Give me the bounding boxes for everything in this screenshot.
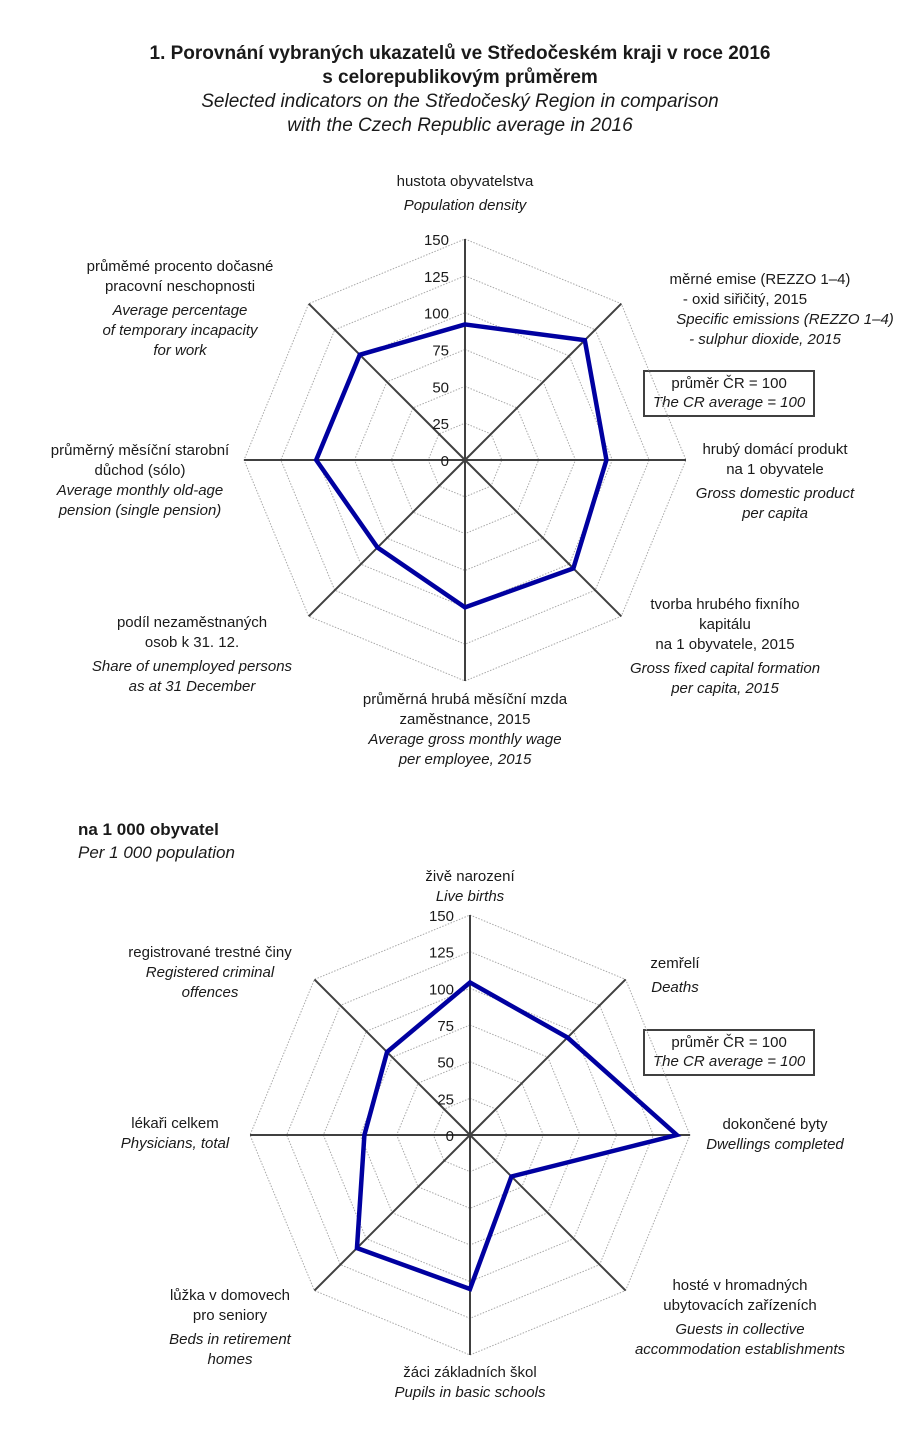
label-en: Average monthly old-age [56, 482, 224, 499]
label-en: Deaths [651, 979, 699, 996]
subtitle-en: Per 1 000 population [78, 843, 235, 862]
label-cz: lůžka v domovech [169, 1287, 291, 1304]
label-cz: průměrná hrubá měsíční mzda [362, 691, 568, 708]
label-en: Pupils in basic schools [394, 1384, 546, 1401]
axis-spoke-5 [314, 1135, 470, 1291]
label-cz: kapitálu [699, 616, 751, 633]
legend-cz: průměr ČR = 100 [671, 1034, 787, 1051]
label-en: Specific emissions (REZZO 1–4) [676, 311, 894, 328]
title-cz-line2: s celorepublikovým průměrem [322, 67, 598, 88]
tick-label-50: 50 [432, 379, 449, 397]
label-cz: pro seniory [192, 1307, 268, 1324]
label-cz: hosté v hromadných [672, 1277, 808, 1294]
label-en: of temporary incapacity [102, 322, 258, 339]
label-en: Physicians, total [120, 1135, 230, 1152]
tick-label-0: 0 [440, 453, 449, 470]
label-cz: registrované trestné činy [128, 944, 292, 961]
label-en: homes [207, 1351, 253, 1368]
label-en: per capita [742, 505, 808, 522]
tick-label-125: 125 [428, 944, 454, 962]
label-cz: dokončené byty [722, 1116, 828, 1133]
label-cz: žáci základních škol [403, 1364, 537, 1381]
label-cz: hustota obyvatelstva [396, 173, 534, 190]
label-cz: živě narození [425, 868, 515, 885]
label-en: per employee, 2015 [398, 751, 532, 768]
label-en: Share of unemployed persons [91, 658, 293, 675]
label-cz: měrné emise (REZZO 1–4) [669, 271, 851, 288]
label-en: Gross fixed capital formation [629, 660, 821, 677]
label-cz: zaměstnance, 2015 [399, 711, 531, 728]
label-en: Dwellings completed [706, 1136, 844, 1153]
tick-label-75: 75 [437, 1018, 454, 1035]
label-en: pension (single pension) [58, 502, 222, 519]
axis-spoke-3 [470, 1135, 626, 1291]
label-cz: ubytovacích zařízeních [663, 1297, 817, 1314]
tick-label-0: 0 [445, 1128, 454, 1145]
label-en: for work [153, 342, 207, 359]
label-cz: důchod (sólo) [94, 462, 186, 479]
tick-label-150: 150 [423, 232, 449, 249]
tick-label-100: 100 [423, 305, 449, 323]
tick-label-150: 150 [428, 908, 454, 925]
label-en: Population density [403, 197, 527, 214]
title-en-line2: with the Czech Republic average in 2016 [287, 115, 633, 136]
label-cz: zemřelí [650, 955, 700, 972]
subtitle-cz: na 1 000 obyvatel [78, 820, 219, 839]
label-cz: průměrný měsíční starobní [50, 442, 230, 459]
tick-label-25: 25 [437, 1091, 454, 1109]
label-en: accommodation establishments [634, 1341, 846, 1358]
label-cz: osob k 31. 12. [144, 634, 240, 651]
label-en: Live births [435, 888, 505, 905]
legend-en: The CR average = 100 [653, 394, 806, 411]
title-cz-line1: 1. Porovnání vybraných ukazatelů ve Středočeském kraji v roce 2016 [149, 43, 771, 64]
label-cz: hrubý domácí produkt [702, 441, 848, 458]
label-en: offences [181, 984, 239, 1001]
label-cz: tvorba hrubého fixního [650, 596, 800, 613]
label-cz: na 1 obyvatele [726, 461, 824, 478]
legend-cz: průměr ČR = 100 [671, 375, 787, 392]
label-cz: na 1 obyvatele, 2015 [655, 636, 795, 653]
tick-label-50: 50 [437, 1054, 454, 1072]
tick-label-75: 75 [432, 342, 449, 360]
axis-spoke-1 [470, 979, 626, 1135]
label-cz: pracovní neschopnosti [104, 278, 256, 295]
label-en: Average percentage [112, 302, 248, 319]
label-en: per capita, 2015 [671, 680, 779, 697]
label-cz: - oxid siřičitý, 2015 [682, 291, 808, 308]
legend-en: The CR average = 100 [653, 1053, 806, 1070]
label-en: as at 31 December [128, 678, 256, 695]
label-en: Gross domestic product [695, 485, 855, 502]
label-en: Guests in collective [675, 1321, 805, 1338]
label-cz: průměmé procento dočasné [86, 258, 274, 275]
tick-label-125: 125 [423, 268, 449, 286]
label-en: Beds in retirement [169, 1331, 291, 1348]
title-en-line1: Selected indicators on the Středočeský Region in comparison [201, 91, 719, 112]
tick-label-25: 25 [432, 416, 449, 434]
label-cz: podíl nezaměstnaných [116, 614, 268, 631]
label-en: - sulphur dioxide, 2015 [689, 331, 841, 348]
label-cz: lékaři celkem [131, 1115, 219, 1132]
tick-label-100: 100 [428, 981, 454, 999]
label-en: Registered criminal [145, 964, 275, 981]
radar-chart-2 [250, 908, 690, 1355]
label-en: Average gross monthly wage [368, 731, 562, 748]
radar-chart-1 [244, 232, 686, 681]
